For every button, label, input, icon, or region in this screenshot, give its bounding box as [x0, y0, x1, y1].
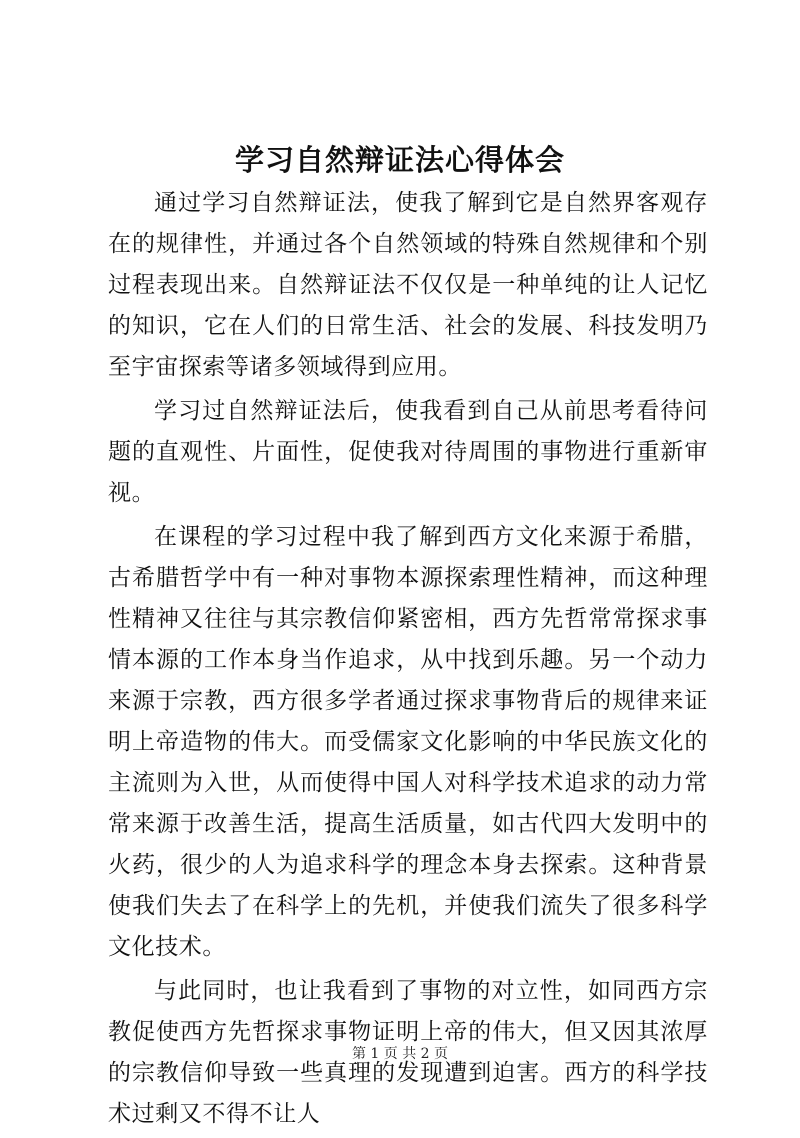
page-title: 学习自然辩证法心得体会 [234, 143, 565, 177]
paragraph-4: 与此同时，也让我看到了事物的对立性，如同西方宗教促使西方先哲探求事物证明上帝的伟大，但又因其浓厚的宗教信仰导致一些真理的发现遭到迫害。西方的科学技术过剩又不得不让人 [108, 978, 708, 1127]
page-number-footer: 第 1 页 共 2 页 [351, 1046, 449, 1062]
paragraph-1: 通过学习自然辩证法，使我了解到它是自然界客观存在的规律性，并通过各个自然领域的特殊自然规律和个别过程表现出来。自然辩证法不仅仅是一种单纯的让人记忆的知识，它在人们的日常生活、社会的发展、科技发明乃至宇宙探索等诸多领域得到应用。 [108, 190, 708, 380]
document-body [108, 183, 708, 1138]
paragraph-3: 在课程的学习过程中我了解到西方文化来源于希腊，古希腊哲学中有一种对事物本源探索理性精神，而这种理性精神又往往与其宗教信仰紧密相，西方先哲常常探求事情本源的工作本身当作追求，从中找到乐趣。另一个动力来源于宗教，西方很多学者通过探求事物背后的规律来证明上帝造物的伟大。而受儒家文化影响的中华民族文化的主流则为入世，从而使得中国人对科学技术追求的动力常常来源于改善生活，提高生活质量，如古代四大发明中的火药，很少的人为追求科学的理念本身去探索。这种背景使我们失去了在科学上的先机，并使我们流失了很多科学文化技术。 [108, 524, 708, 960]
paragraph-2: 学习过自然辩证法后，使我看到自己从前思考看待问题的直观性、片面性，促使我对待周围的事物进行重新审视。 [108, 398, 708, 506]
